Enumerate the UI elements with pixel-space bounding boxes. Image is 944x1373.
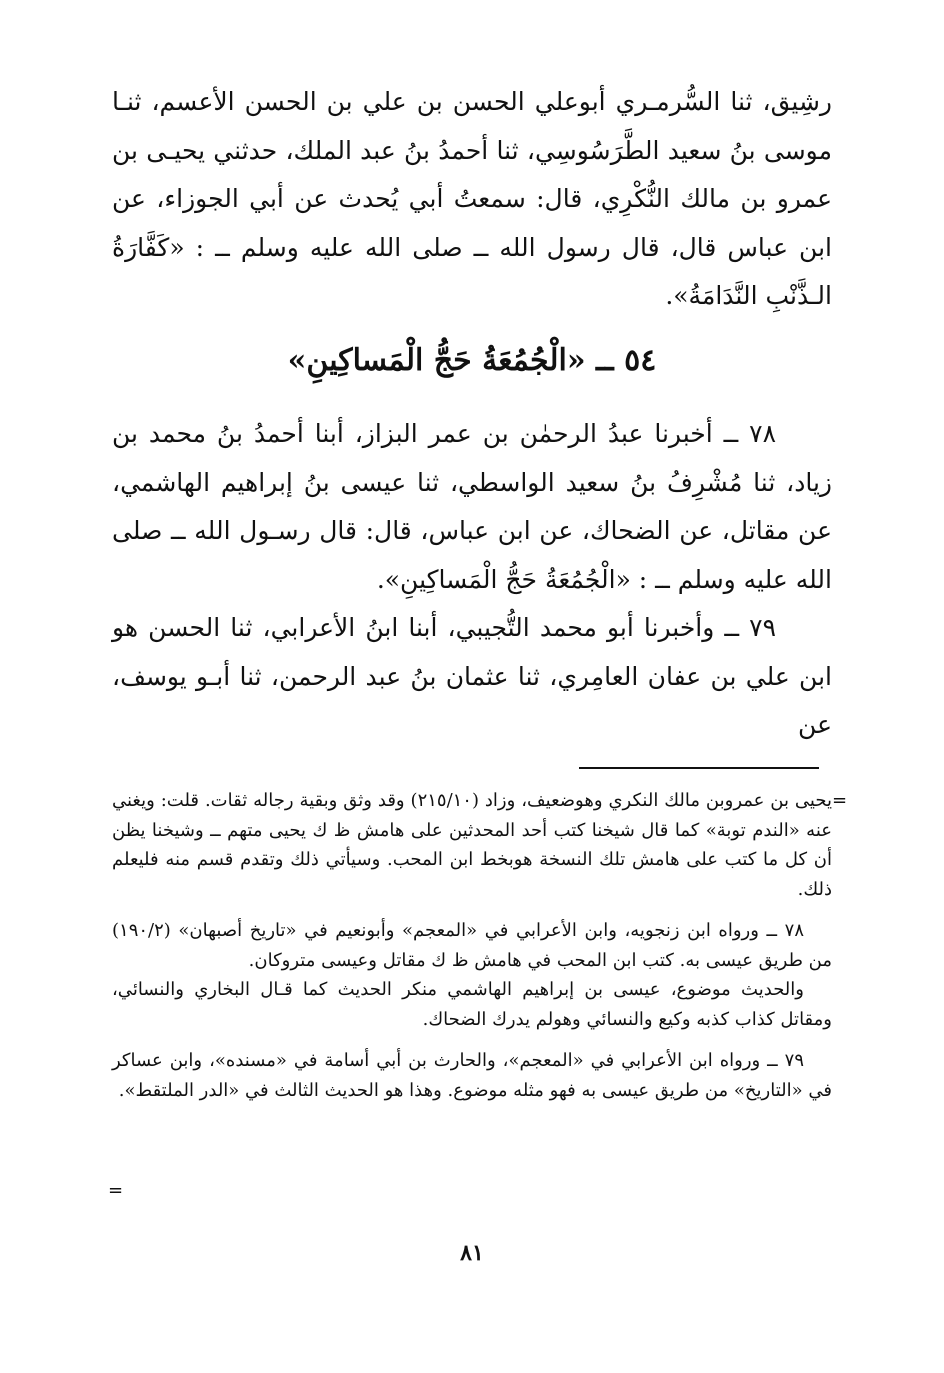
footnote-78-continued: والحديث موضوع، عيسى بن إبراهيم الهاشمي منكر الحديث كما قـال البخاري والنسائي، ومقاتل كذاب كذبه وكيع والنسائي وهولم يدرك الضحاك. [112,979,832,1030]
section-heading: ٥٤ ــ «الْجُمُعَةُ حَجُّ الْمَساكِينِ» [287,343,657,378]
main-text [112,78,832,321]
footnote-79: ٧٩ ــ ورواه ابن الأعرابي في «المعجم»، والحارث بن أبي أسامة في «مسنده»، وابن عساكر في «التاريخ» من طريق عيسى به فهو مثله موضوع. وهذا هو الحديث الثالث في «الدر الملتقط». [112,1050,832,1101]
footnote-divider [579,767,819,769]
hadith-79: ٧٩ ــ وأخبرنا أبو محمد التُّجيبي، أبنا ابنُ الأعرابي، ثنا الحسن هو ابن علي بن عفان العامِري، ثنا عثمان بنُ عبد الرحمن، ثنا أبـو يوسف، عن [112,613,832,739]
footnote-78: ٧٨ ــ ورواه ابن زنجويه، وابن الأعرابي في «المعجم» وأبونعيم في «تاريخ أصبهان» (١٩٠/٢) من طريق عيسى به. كتب ابن المحب في هامش ظ ك مقاتل وعيسى متروكان. [112,920,832,971]
footnotes [112,786,832,1105]
page-number: ٨١ [460,1240,484,1266]
hadith-block [112,410,832,750]
hadith-78: ٧٨ ــ أخبرنا عبدُ الرحمٰن بن عمر البزاز، أبنا أحمدُ بنُ محمد بن زياد، ثنا مُشْرِفُ بنُ سعيد الواسطي، ثنا عيسى بنُ إبراهيم الهاشمي، عن مقاتل، عن الضحاك، عن ابن عباس، قال: قال رسـول الله ــ صلى الله عليه وسلم ــ : «الْجُمُعَةُ حَجُّ الْمَساكِينِ». [112,419,832,594]
footnote-continued: يحيى بن عمروبن مالك النكري وهوضعيف، وزاد (٢١٥/١٠) وقد وثق وبقية رجاله ثقات. قلت: ويغني عنه «الندم توبة» كما قال شيخنا كتب أحد المحدثين على هامش ظ ك يحيى متهم ــ وشيخنا يظن أن كل ما كتب على هامش تلك النسخة هوبخط ابن المحب. وسيأتي ذلك وتقدم قسم منه فليعلم ذلك. [112,790,832,900]
paragraph-continued: رشِيق، ثنا السُّرمـري أبوعلي الحسن بن علي بن الحسن الأعسم، ثنـا موسى بنُ سعيد الطَّرَسُوسِي، ثنا أحمدُ بنُ عبد الملك، حدثني يحيـى بن عمرو بن مالك النُّكْرِي، قال: سمعتُ أبي يُحدث عن أبي الجوزاء، عن ابن عباس قال، قال رسول الله ــ صلى الله عليه وسلم ــ : «كَفَّارَةُ الـذَّنْبِ النَّدَامَةُ». [112,87,832,310]
footnote-end-mark: = [108,1180,124,1201]
footnote-continuation-mark: = [832,790,848,811]
